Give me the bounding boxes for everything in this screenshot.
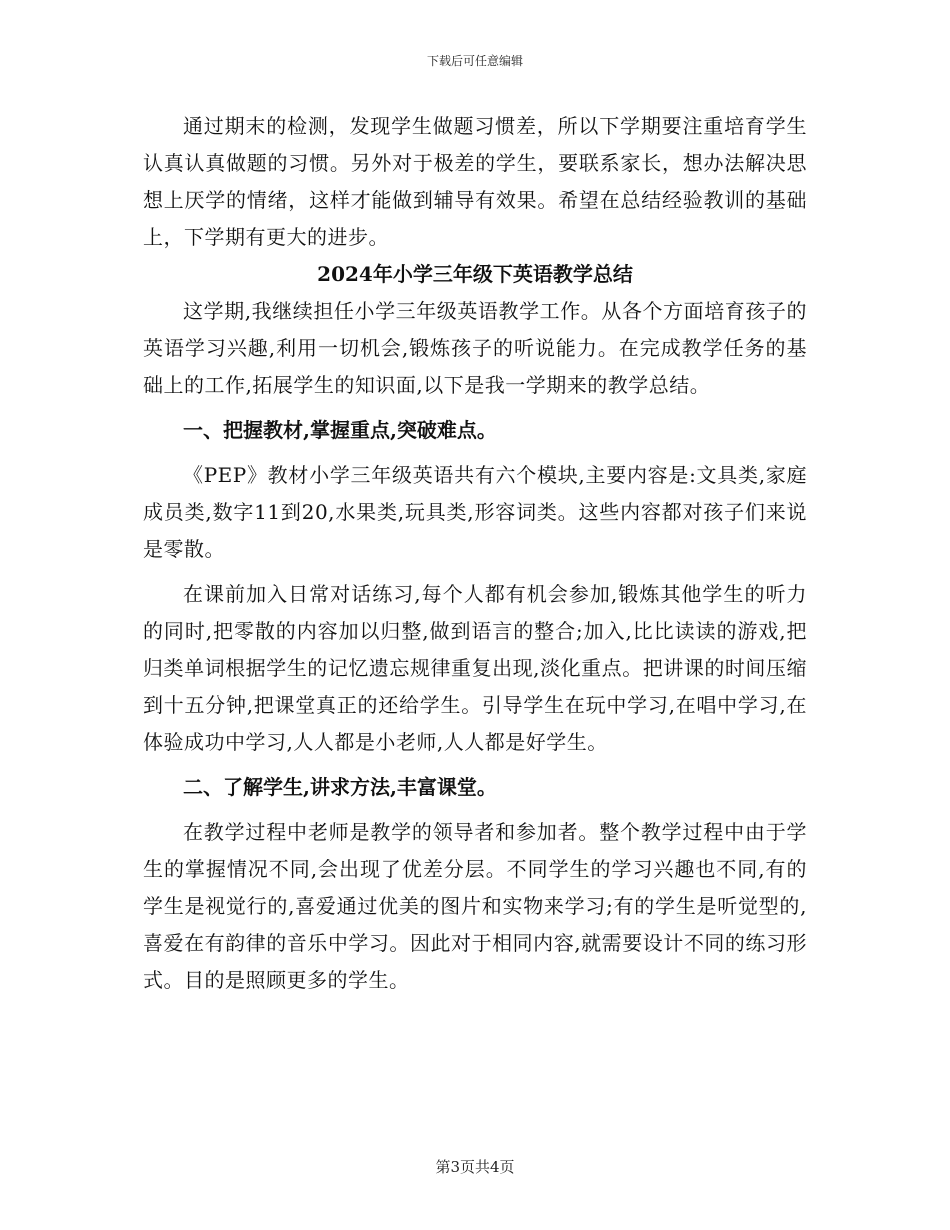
document-title: 2024年小学三年级下英语教学总结 <box>317 262 633 286</box>
paragraph-conclusion: 通过期末的检测，发现学生做题习惯差，所以下学期要注重培育学生认真认真做题的习惯。另外对于极差的学生，要联系家长，想办法解决思想上厌学的情绪，这样才能做到辅导有效果。希望在总结经验教训的基础上，下学期有更大的进步。 <box>143 114 807 249</box>
paragraph-classroom: 在课前加入日常对话练习,每个人都有机会参加,锻炼其他学生的听力的同时,把零散的内容加以归整,做到语言的整合;加入,比比读读的游戏,把归类单词根据学生的记忆遗忘规律重复出现,淡化重点。把讲课的时间压缩到十五分钟,把课堂真正的还给学生。引导学生在玩中学习,在唱中学习,在体验成功中学习,人人都是小老师,人人都是好学生。 <box>143 582 807 754</box>
page-footer: 第3页共4页 <box>435 1158 515 1176</box>
paragraph-intro: 这学期,我继续担任小学三年级英语教学工作。从各个方面培育孩子的英语学习兴趣,利用一切机会,锻炼孩子的听说能力。在完成教学任务的基础上的工作,拓展学生的知识面,以下是我一学期来的教学总结。 <box>143 299 807 397</box>
paragraph-students: 在教学过程中老师是教学的领导者和参加者。整个教学过程中由于学生的掌握情况不同,会出现了优差分层。不同学生的学习兴趣也不同,有的学生是视觉行的,喜爱通过优美的图片和实物来学习;有的学生是听觉型的,喜爱在有韵律的音乐中学习。因此对于相同内容,就需要设计不同的练习形式。目的是照顾更多的学生。 <box>143 820 807 992</box>
section-heading-1: 一、把握教材,掌握重点,突破难点。 <box>183 418 497 442</box>
page-header: 下载后可任意编辑 <box>426 54 523 68</box>
paragraph-textbook: 《PEP》教材小学三年级英语共有六个模块,主要内容是:文具类,家庭成员类,数字11到20,水果类,玩具类,形容词类。这些内容都对孩子们来说是零散。 <box>143 463 807 561</box>
section-heading-2: 二、了解学生,讲求方法,丰富课堂。 <box>183 775 497 799</box>
document-body <box>143 108 807 999</box>
